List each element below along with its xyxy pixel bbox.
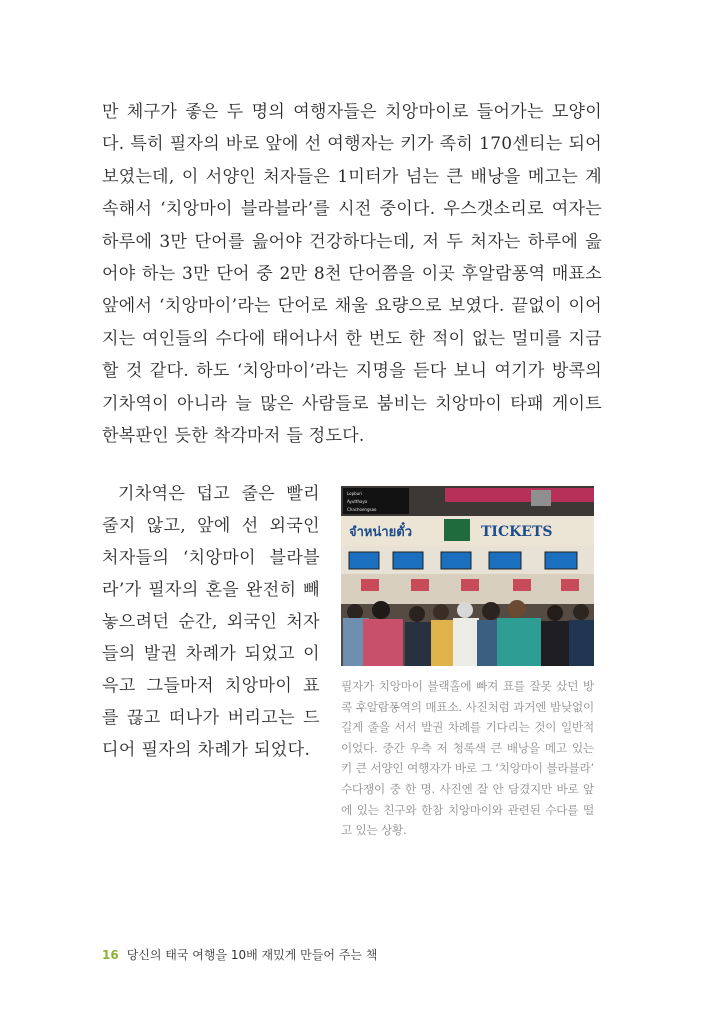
thai-ticket-sign: จำหน่ายตั๋ว: [349, 525, 413, 540]
body-text-top: [102, 96, 602, 452]
body-text-left-column: [102, 478, 320, 766]
photo-caption: [341, 676, 594, 841]
caption-text: 필자가 치앙마이 블랙홀에 빠져 표를 잘못 샀던 방콕 후알람퐁역의 매표소. 사진처럼 과거엔 밤낮없이 길게 줄을 서서 발권 차례를 기다리는 것이 일반적이었다. 중간 우측 저 청록색 큰 배낭을 메고 있는 키 큰 서양인 여행자가 바로 그 ‘치앙마이 블라블라’ 수다쟁이 중 한 명. 사진엔 잘 안 담겼지만 바로 앞에 있는 친구와 한참 치앙마이와 관련된 수다를 떨고 있는 상황.: [341, 679, 594, 838]
paragraph: 만 체구가 좋은 두 명의 여행자들은 치앙마이로 들어가는 모양이다. 특히 필자의 바로 앞에 선 여행자는 키가 족히 170센티는 되어 보였는데, 이 서양인 처자들은 1미터가 넘는 큰 배낭을 메고는 계속해서 ‘치앙마이 블라블라’를 시전 중이다. 우스갯소리로 여자는 하루에 3만 단어를 읊어야 건강하다는데, 저 두 처자는 하루에 읊어야 하는 3만 단어 중 2만 8천 단어쯤을 이곳 후알람퐁역 매표소 앞에서 ‘치앙마이’라는 단어로 채울 요량으로 보였다. 끝없이 이어지는 여인들의 수다에 태어나서 한 번도 한 적이 없는 멀미를 지금 할 것 같다. 하도 ‘치앙마이’라는 지명을 듣다 보니 여기가 방콕의 기차역이 아니라 늘 많은 사람들로 붐비는 치앙마이 타패 게이트 한복판인 듯한 착각마저 들 정도다.: [102, 102, 602, 447]
ticket-office-photo: [341, 486, 594, 666]
board-row: Chachoengsao: [347, 507, 377, 512]
board-row: Lopburi: [347, 491, 362, 496]
photo-illustration: [341, 486, 594, 666]
tickets-sign: TICKETS: [481, 524, 553, 540]
board-row: Ayutthaya: [347, 499, 368, 504]
page-footer: [102, 946, 377, 963]
paragraph: 기차역은 덥고 줄은 빨리 줄지 않고, 앞에 선 외국인 처자들의 ‘치앙마이 블라블라’가 필자의 혼을 완전히 빼놓으려던 순간, 외국인 처자들의 발권 차례가 되었고 이윽고 그들마저 치앙마이 표를 끊고 떠나가 버리고는 드디어 필자의 차례가 되었다.: [102, 484, 320, 760]
book-title: 당신의 태국 여행을 10배 재밌게 만들어 주는 책: [126, 948, 378, 962]
page-number: 16: [102, 948, 119, 962]
